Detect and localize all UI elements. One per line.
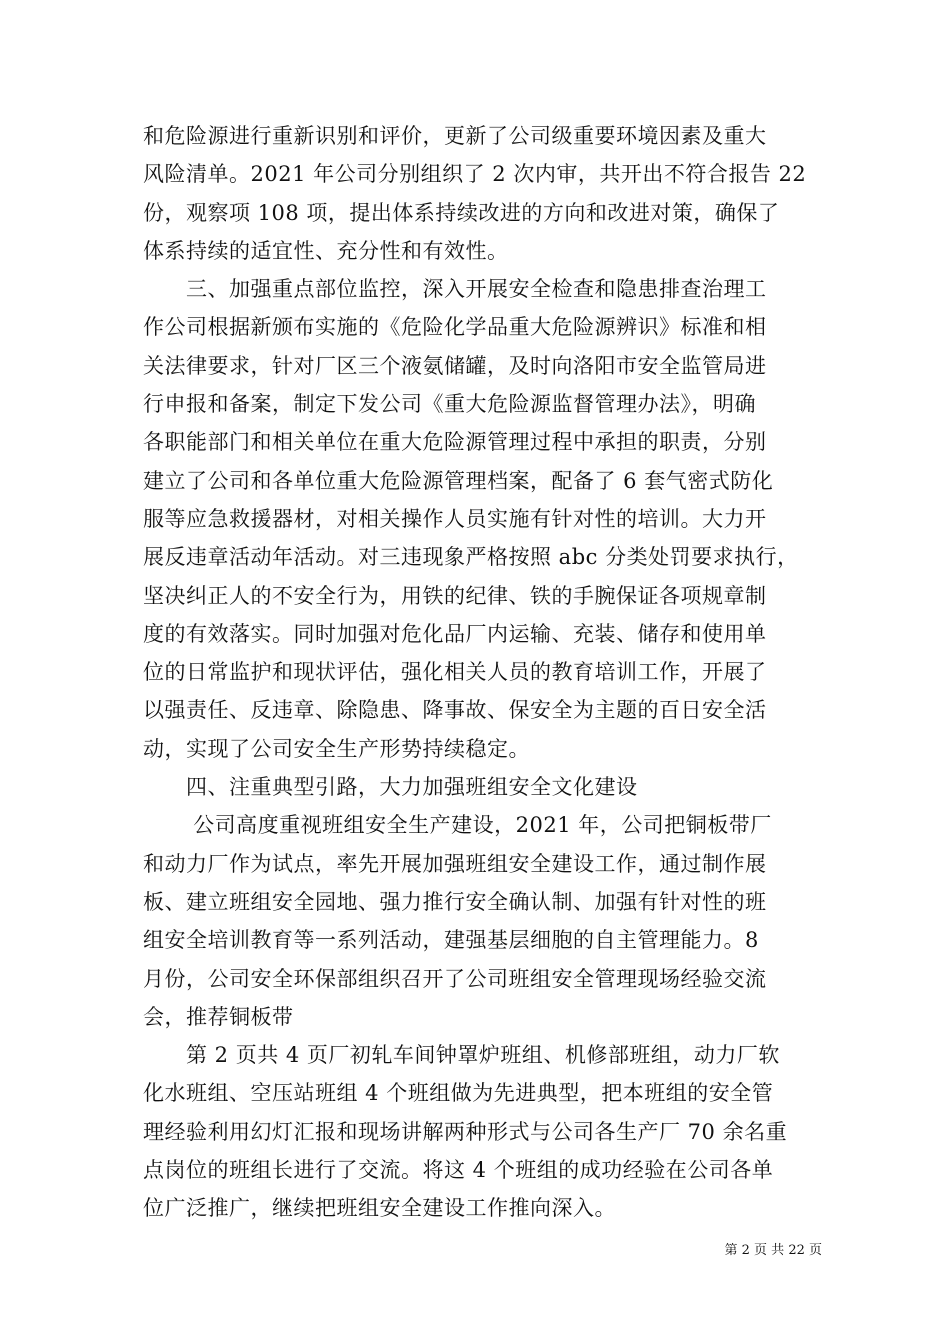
text-line: 动，实现了公司安全生产形势持续稳定。: [143, 736, 530, 761]
section-heading-3: 三、加强重点部位监控，深入开展安全检查和隐患排查治理工: [143, 277, 767, 302]
text-line: 坚决纠正人的不安全行为，用铁的纪律、铁的手腕保证各项规章制: [143, 583, 767, 608]
text-line: 化水班组、空压站班组 4 个班组做为先进典型，把本班组的安全管: [143, 1081, 774, 1106]
text-line: 点岗位的班组长进行了交流。将这 4 个班组的成功经验在公司各单: [143, 1158, 774, 1183]
text-line: 度的有效落实。同时加强对危化品厂内运输、充装、储存和使用单: [143, 621, 767, 646]
text-line: 关法律要求，针对厂区三个液氨储罐，及时向洛阳市安全监管局进: [143, 353, 767, 378]
text-line: 行申报和备案，制定下发公司《重大危险源监督管理办法》，明确: [143, 392, 756, 417]
text-line: 板、建立班组安全园地、强力推行安全确认制、加强有针对性的班: [143, 889, 767, 914]
text-line: 月份，公司安全环保部组织召开了公司班组安全管理现场经验交流: [143, 966, 767, 991]
text-line: 份，观察项 108 项，提出体系持续改进的方向和改进对策，确保了: [143, 200, 780, 225]
text-line: 组安全培训教育等一系列活动，建强基层细胞的自主管理能力。8: [143, 928, 759, 953]
page-number-footer: 第 2 页 共 22 页: [724, 1243, 822, 1258]
text-line: 位广泛推广，继续把班组安全建设工作推向深入。: [143, 1196, 616, 1221]
text-line: 建立了公司和各单位重大危险源管理档案，配备了 6 套气密式防化: [143, 468, 774, 493]
text-line: 和动力厂作为试点，率先开展加强班组安全建设工作，通过制作展: [143, 851, 767, 876]
text-line: 理经验利用幻灯汇报和现场讲解两种形式与公司各生产厂 70 余名重: [143, 1119, 788, 1144]
text-line: 体系持续的适宜性、充分性和有效性。: [143, 238, 509, 263]
text-line: 以强责任、反违章、除隐患、降事故、保安全为主题的百日安全活: [143, 698, 767, 723]
text-line: 公司高度重视班组安全生产建设，2021 年，公司把铜板带厂: [143, 813, 772, 838]
section-heading-4: 四、注重典型引路，大力加强班组安全文化建设: [143, 775, 638, 800]
text-line: 展反违章活动年活动。对三违现象严格按照 abc 分类处罚要求执行，: [143, 545, 799, 570]
body-text: [143, 117, 821, 1228]
text-line: 会，推荐铜板带: [143, 1004, 294, 1029]
text-line: 各职能部门和相关单位在重大危险源管理过程中承担的职责，分别: [143, 430, 767, 455]
text-line: 服等应急救援器材，对相关操作人员实施有针对性的培训。大力开: [143, 506, 767, 531]
text-line: 第 2 页共 4 页厂初轧车间钟罩炉班组、机修部班组，动力厂软: [143, 1043, 780, 1068]
text-line: 和危险源进行重新识别和评价，更新了公司级重要环境因素及重大: [143, 124, 767, 148]
text-line: 风险清单。2021 年公司分别组织了 2 次内审，共开出不符合报告 22: [143, 162, 807, 187]
text-line: 作公司根据新颁布实施的《危险化学品重大危险源辨识》标准和相: [143, 315, 767, 340]
text-line: 位的日常监护和现状评估，强化相关人员的教育培训工作，开展了: [143, 660, 767, 685]
